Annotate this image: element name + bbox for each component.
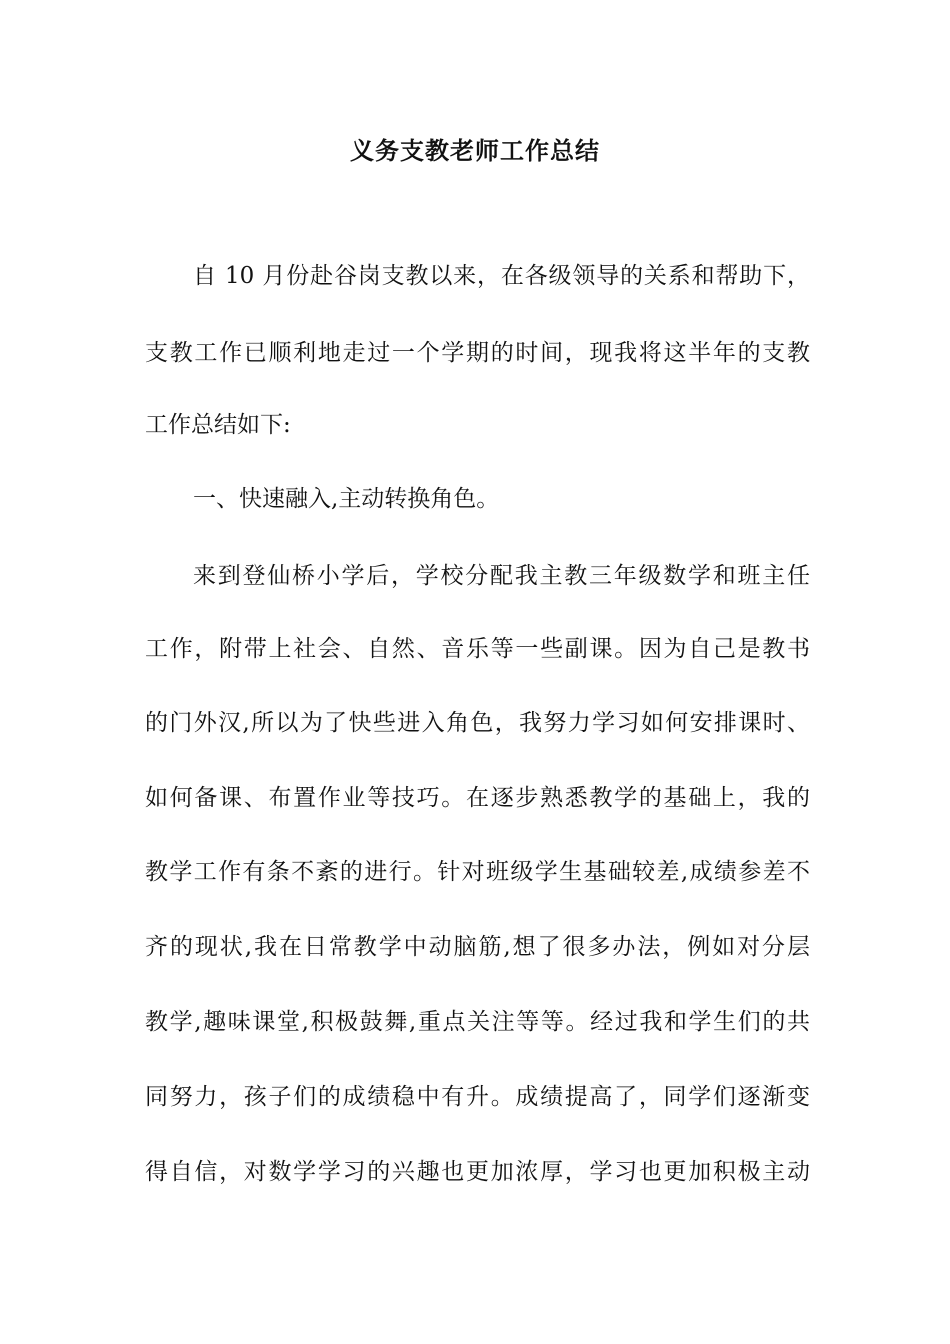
paragraph-line: 来到登仙桥小学后，学校分配我主教三年级数学和班主任 xyxy=(193,563,810,589)
paragraph-line: 工作总结如下: xyxy=(145,412,291,438)
paragraph-line: 如何备课、布置作业等技巧。在逐步熟悉教学的基础上，我的 xyxy=(145,785,810,811)
paragraph-line: 齐的现状,我在日常教学中动脑筋,想了很多办法，例如对分层 xyxy=(145,934,810,960)
paragraph-line: 得自信，对数学学习的兴趣也更加浓厚，学习也更加积极主动 xyxy=(145,1159,810,1185)
paragraph-line: 同努力，孩子们的成绩稳中有升。成绩提高了，同学们逐渐变 xyxy=(145,1084,810,1110)
paragraph-line: 的门外汉,所以为了快些进入角色，我努力学习如何安排课时、 xyxy=(145,710,810,736)
paragraph-line: 教学,趣味课堂,积极鼓舞,重点关注等等。经过我和学生们的共 xyxy=(145,1009,810,1035)
paragraph-line: 教学工作有条不紊的进行。针对班级学生基础较差,成绩参差不 xyxy=(145,859,810,885)
paragraph-line: 支教工作已顺利地走过一个学期的时间，现我将这半年的支教 xyxy=(145,340,810,366)
section-heading: 一、快速融入,主动转换角色。 xyxy=(193,486,500,512)
document-title: 义务支教老师工作总结 xyxy=(350,136,600,165)
paragraph-line: 工作，附带上社会、自然、音乐等一些副课。因为自己是教书 xyxy=(145,636,810,662)
paragraph-line: 自 10 月份赴谷岗支教以来，在各级领导的关系和帮助下， xyxy=(193,263,810,289)
